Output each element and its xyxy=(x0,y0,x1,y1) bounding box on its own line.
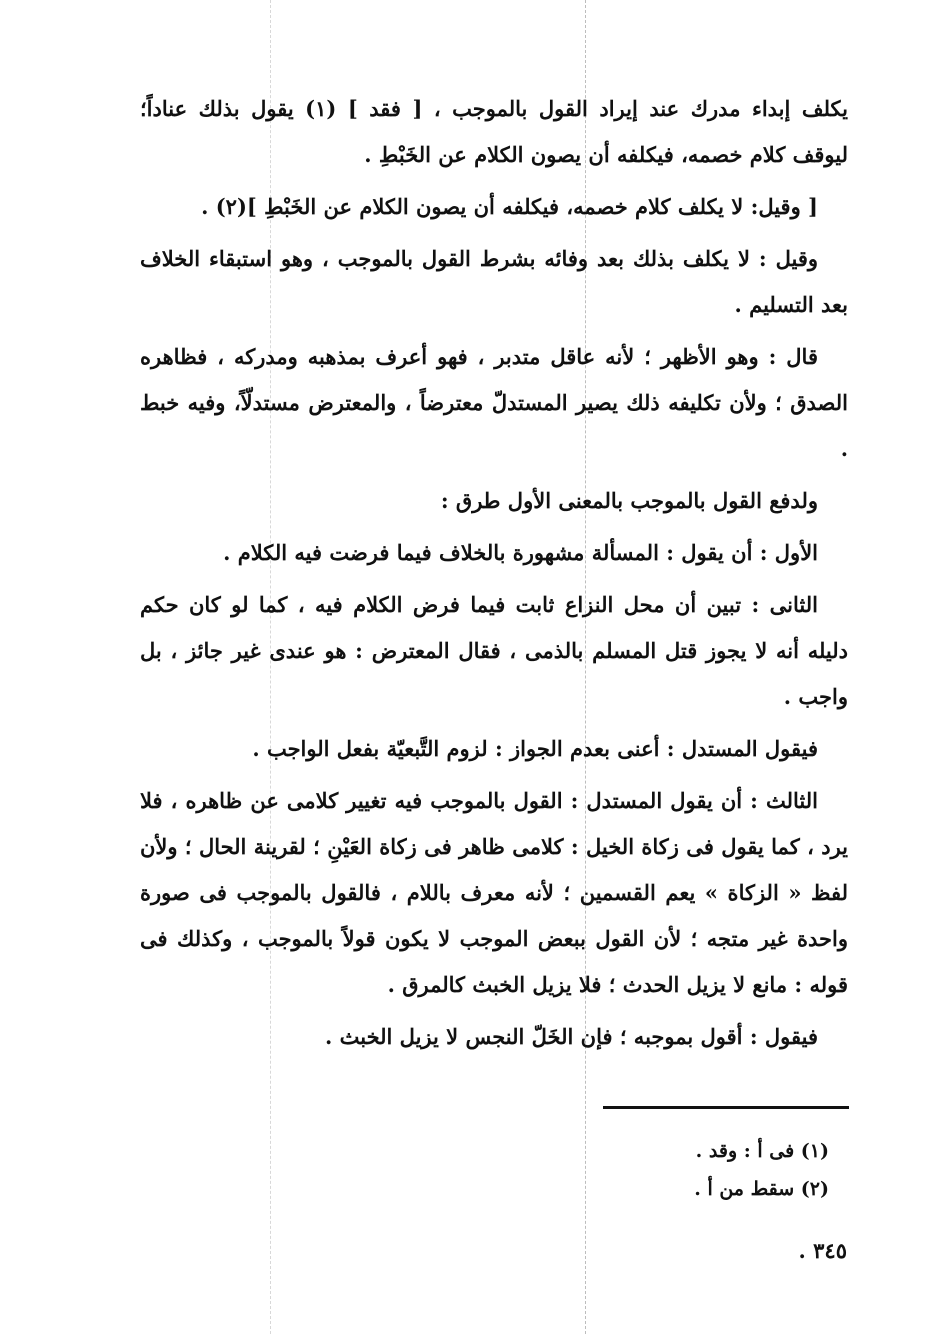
paragraph-7: الثانى : تبين أن محل النزاع ثابت فيما فرض الكلام فيه ، كما لو كان حكم دليله أنه لا يجوز قتل المسلم بالذمى ، فقال المعترض : هو عندى غير جائز ، بل واجب . xyxy=(140,592,848,709)
paragraph-8: فيقول المستدل : أعنى بعدم الجواز : لزوم التَّبعيّة بفعل الواجب . xyxy=(252,736,818,761)
footnote-1: (١) فى أ : وقد . xyxy=(695,1140,829,1162)
paragraph-1: يكلف إبداء مدرك عند إيراد القول بالموجب ، [ فقد ] (١) يقول بذلك عناداً؛ ليوقف كلام خصمه، فيكلفه أن يصون الكلام عن الخَبْطِ . xyxy=(140,96,848,167)
paragraph-9: الثالث : أن يقول المستدل : القول بالموجب فيه تغيير كلامى عن ظاهره ، فلا يرد ، كما يقول فى زكاة الخيل : كلامى ظاهر فى زكاة العَيْنِ ؛ لقرينة الحال ؛ ولأن لفظ « الزكاة » يعم القسمين ؛ لأنه معرف باللام ، فالقول بالموجب فى صورة واحدة غير متجه ؛ لأن القول ببعض الموجب لا يكون قولاً بالموجب ، وكذلك فى قوله : مانع لا يزيل الحدث ؛ فلا يزيل الخبث كالمرق . xyxy=(140,788,848,997)
footnotes xyxy=(429,1132,829,1208)
paragraph-10: فيقول : أقول بموجبه ؛ فإن الخَلّ النجس لا يزيل الخبث . xyxy=(324,1024,818,1049)
page-number: ٣٤٥ . xyxy=(798,1238,847,1263)
main-text xyxy=(140,86,848,1060)
paragraph-4: قال : وهو الأظهر ؛ لأنه عاقل متدبر ، فهو أعرف بمذهبه ومدركه ، فظاهره الصدق ؛ ولأن تكليفه ذلك يصير المستدلّ معترضاً ، والمعترض مستدلّاً، وفيه خبط . xyxy=(140,344,848,461)
paragraph-5: ولدفع القول بالموجب بالمعنى الأول طرق : xyxy=(440,488,818,513)
paragraph-6: الأول : أن يقول : المسألة مشهورة بالخلاف فيما فرضت فيه الكلام . xyxy=(223,540,818,565)
paragraph-3: وقيل : لا يكلف بذلك بعد وفائه بشرط القول بالموجب ، وهو استبقاء الخلاف بعد التسليم . xyxy=(140,246,848,317)
footnote-2: (٢) سقط من أ . xyxy=(694,1178,829,1200)
paragraph-2: [ وقيل: لا يكلف كلام خصمه، فيكلفه أن يصون الكلام عن الخَبْطِ ](٢) . xyxy=(201,194,818,219)
footnote-divider xyxy=(603,1106,849,1109)
